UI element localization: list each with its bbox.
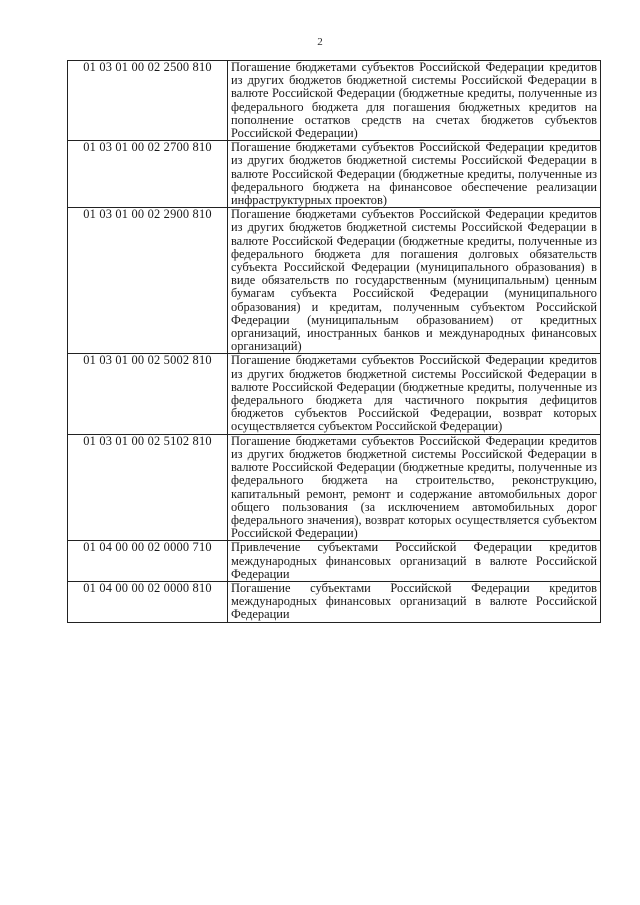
code-cell: 01 03 01 00 02 5002 810	[68, 354, 228, 434]
table-row	[68, 61, 601, 141]
table-row	[68, 354, 601, 434]
code-cell: 01 03 01 00 02 5102 810	[68, 434, 228, 541]
code-cell: 01 04 00 00 02 0000 710	[68, 541, 228, 582]
page-number: 2	[317, 36, 323, 48]
description-cell: Погашение субъектами Российской Федерации кредитов международных финансовых организаций в валюте Российской Федерации	[228, 581, 601, 622]
table-row	[68, 581, 601, 622]
table-row	[68, 434, 601, 541]
table-row	[68, 208, 601, 354]
budget-codes-table	[67, 60, 601, 623]
description-cell: Погашение бюджетами субъектов Российской Федерации кредитов из других бюджетов бюджетной системы Российской Федерации в валюте Российской Федерации (бюджетные кредиты, полученные из федерального бюджета для погашения бюджетных кредитов на пополнение остатков средств на счетах бюджетов субъектов Российской Федерации)	[228, 61, 601, 141]
description-cell: Погашение бюджетами субъектов Российской Федерации кредитов из других бюджетов бюджетной системы Российской Федерации в валюте Российской Федерации (бюджетные кредиты, полученные из федерального бюджета для погашения долговых обязательств субъекта Российской Федерации (муниципального образования) в виде обязательств по государственным (муниципальным) ценным бумагам субъекта Российской Федерации (муниципального образования) и кредитам, полученным субъектом Российской Федерации (муниципальным образованием) от кредитных организаций, иностранных банков и международных финансовых организаций)	[228, 208, 601, 354]
description-cell: Погашение бюджетами субъектов Российской Федерации кредитов из других бюджетов бюджетной системы Российской Федерации в валюте Российской Федерации (бюджетные кредиты, полученные из федерального бюджета для частичного покрытия дефицитов бюджетов субъектов Российской Федерации, возврат которых осуществляется субъектом Российской Федерации)	[228, 354, 601, 434]
table-row	[68, 541, 601, 582]
code-cell: 01 03 01 00 02 2900 810	[68, 208, 228, 354]
code-cell: 01 03 01 00 02 2700 810	[68, 141, 228, 208]
code-cell: 01 03 01 00 02 2500 810	[68, 61, 228, 141]
table-row	[68, 141, 601, 208]
description-cell: Погашение бюджетами субъектов Российской Федерации кредитов из других бюджетов бюджетной системы Российской Федерации в валюте Российской Федерации (бюджетные кредиты, полученные из федерального бюджета на строительство, реконструкцию, капитальный ремонт, ремонт и содержание автомобильных дорог общего пользования (за исключением автомобильных дорог федерального значения), возврат которых осуществляется субъектом Российской Федерации)	[228, 434, 601, 541]
code-cell: 01 04 00 00 02 0000 810	[68, 581, 228, 622]
description-cell: Привлечение субъектами Российской Федерации кредитов международных финансовых организаций в валюте Российской Федерации	[228, 541, 601, 582]
description-cell: Погашение бюджетами субъектов Российской Федерации кредитов из других бюджетов бюджетной системы Российской Федерации в валюте Российской Федерации (бюджетные кредиты, полученные из федерального бюджета на финансовое обеспечение реализации инфраструктурных проектов)	[228, 141, 601, 208]
